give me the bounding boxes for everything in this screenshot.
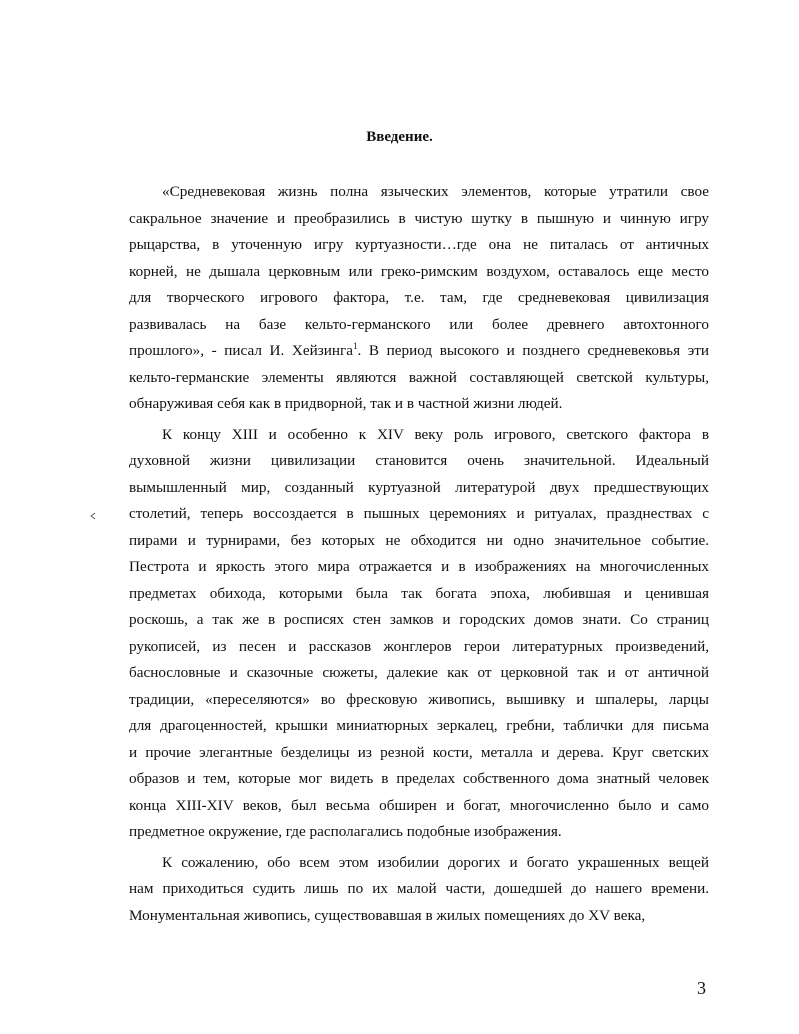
- text-line: конца XIII-XIV веков, был весьма обширен и богат, многочисленно было и само: [129, 796, 709, 814]
- text-line: рукописей, из песен и рассказов жонглеров герои литературных произведений,: [129, 637, 709, 655]
- text-line: «Средневековая жизнь полна языческих элементов, которые утратили свое: [162, 183, 709, 200]
- text-line: К сожалению, обо всем этом изобилии дорогих и богато украшенных вещей: [162, 853, 709, 871]
- text-line: Монументальная живопись, существовавшая в жилых помещениях до XV века,: [129, 906, 646, 924]
- text-line: корней, не дышала церковным или греко-римским воздухом, оставалось еще место: [129, 262, 709, 280]
- text-line: духовной жизни цивилизации становится очень значительной. Идеальный: [129, 452, 709, 469]
- page-title: Введение.: [366, 129, 433, 145]
- text-line: традиции, «переселяются» во фресковую живопись, вышивку и шпалеры, ларцы: [129, 690, 709, 708]
- text-line: рыцарства, в уточенную игру куртуазности…где она не питалась от античных: [129, 236, 709, 253]
- text-line: сакральное значение и преобразились в чистую шутку в пышную и чинную игру: [129, 209, 709, 227]
- text-line: предметное окружение, где располагались подобные изображения.: [129, 823, 562, 840]
- text-segment: . В период высокого и позднего средневековья эти: [357, 342, 709, 359]
- paragraph: [129, 422, 709, 846]
- text-line: баснословные и сказочные сюжеты, далекие как от церковной так и от античной: [129, 664, 709, 681]
- text-line: нам приходиться судить лишь по их малой части, дошедшей до нашего времени.: [129, 880, 709, 897]
- text-line: для драгоценностей, крышки миниатюрных зеркалец, гребни, таблички для письма: [129, 717, 709, 734]
- text-line: развивалась на базе кельто-германского или более древнего автохтонного: [129, 315, 709, 333]
- footnote-marker: 1: [352, 340, 358, 351]
- body-text: [129, 179, 709, 929]
- text-line: обнаруживая себя как в придворной, так и в частной жизни людей.: [129, 395, 563, 412]
- text-line: для творческого игрового фактора, т.е. там, где средневековая цивилизация: [129, 289, 709, 306]
- text-line: вымышленный мир, созданный куртуазной литературой двух предшествующих: [129, 478, 709, 496]
- text-line: К концу XIII и особенно к XIV веку роль игрового, светского фактора в: [162, 425, 709, 443]
- paragraph: [129, 179, 709, 418]
- text-line: роскошь, а так же в росписях стен замков и городских домов знати. Со страниц: [129, 611, 709, 628]
- text-line: столетий, теперь воссоздается в пышных церемониях и ритуалах, празднествах с: [129, 505, 709, 522]
- text-line: пирами и турнирами, без которых не обходится ни одно значительное событие.: [129, 531, 709, 549]
- text-line: Пестрота и яркость этого мира отражается и в изображениях на многочисленных: [129, 558, 709, 575]
- text-line: образов и тем, которые мог видеть в пределах собственного дома знатный человек: [129, 770, 709, 787]
- text-line: [129, 338, 709, 365]
- text-line: кельто-германские элементы являются важной составляющей светской культуры,: [129, 368, 709, 386]
- text-line: предметах обихода, которыми была так богата эпоха, любившая и ценившая: [129, 584, 709, 602]
- paragraph: [129, 850, 709, 930]
- text-line: и прочие элегантные безделицы из резной кости, металла и дерева. Круг светских: [129, 743, 709, 761]
- scan-artifact-mark: [89, 512, 97, 520]
- text-segment: прошлого», - писал И. Хейзинга: [129, 342, 353, 359]
- page-number: 3: [697, 978, 706, 998]
